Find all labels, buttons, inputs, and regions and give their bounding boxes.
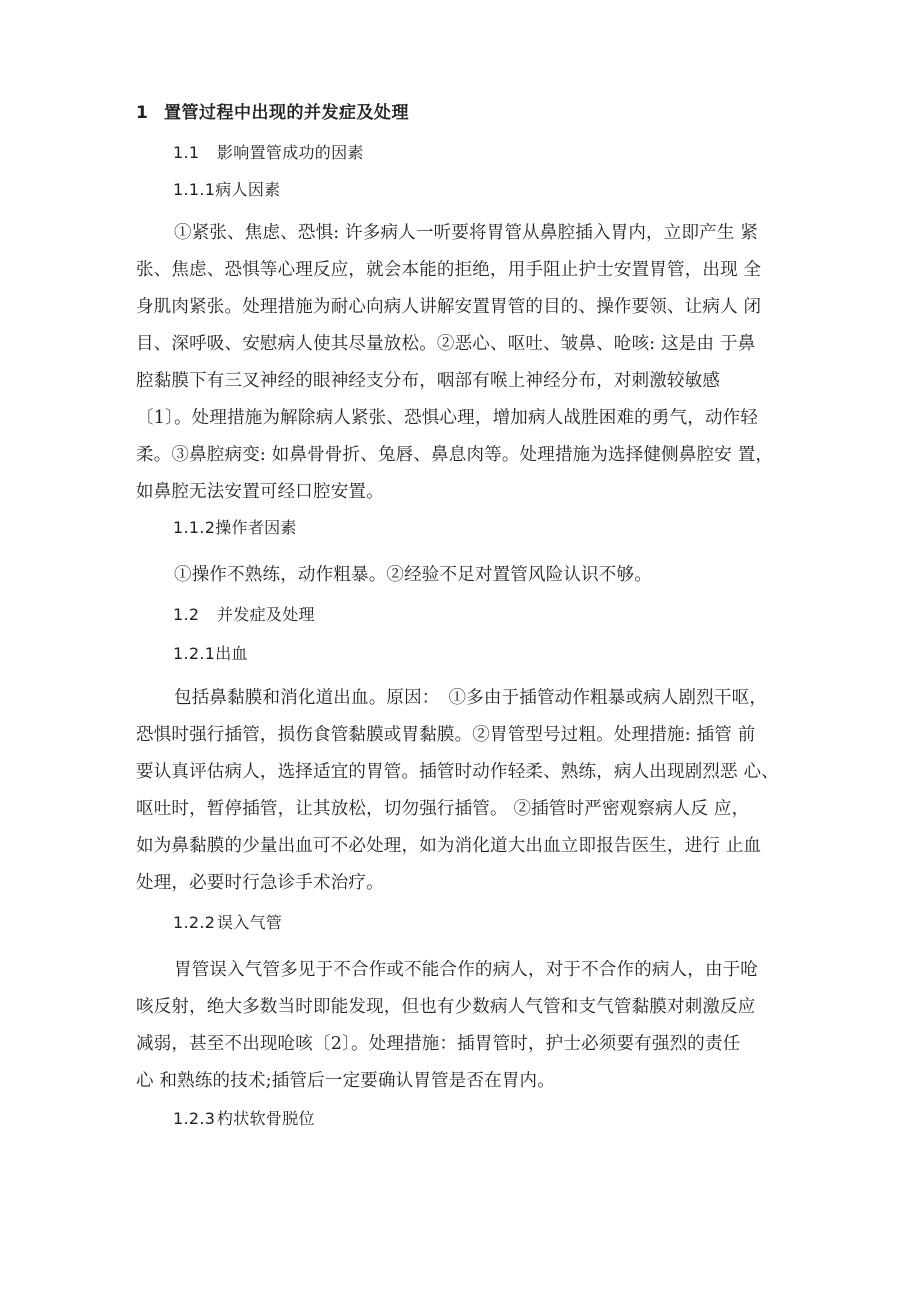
text-line: 目、深呼吸、安慰病人使其尽量放松。②恶心、呕吐、皱鼻、呛咳: 这是由 于鼻: [136, 334, 756, 354]
text-line: 胃管误入气管多见于不合作或不能合作的病人，对于不合作的病人，由于呛: [174, 960, 759, 980]
section-number: 1.2.1: [173, 644, 216, 663]
section-heading-1-2-3: [173, 1106, 315, 1129]
section-heading-1-2-2: [173, 910, 282, 933]
text-line: 张、焦虑、恐惧等心理反应，就会本能的拒绝，用手阻止护士安置胃管，出现 全: [136, 260, 762, 280]
section-title: 置管过程中出现的并发症及处理: [164, 103, 409, 123]
section-heading-1-2: [173, 602, 315, 625]
section-title: 误入气管: [217, 913, 283, 932]
section-heading-1-1: [173, 140, 364, 163]
text-line: 如鼻腔无法安置可经口腔安置。: [136, 482, 384, 502]
text-line: 咳反射，绝大多数当时即能发现，但也有少数病人气管和支气管黏膜对刺激反应: [136, 997, 756, 1017]
section-number: 1: [136, 103, 149, 123]
text-line: ①操作不熟练，动作粗暴。②经验不足对置管风险认识不够。: [174, 565, 652, 585]
paragraph-operator-factors: [136, 557, 796, 594]
section-heading-1: [136, 98, 409, 123]
section-number: 1.1.1: [173, 180, 216, 199]
section-number: 1.2.3: [173, 1109, 216, 1128]
section-title: 出血: [215, 644, 248, 663]
section-title: 影响置管成功的因素: [217, 143, 364, 162]
text-line: 心 和熟练的技术;插管后一定要确认胃管是否在胃内。: [136, 1071, 555, 1091]
text-line: 柔。③鼻腔病变: 如鼻骨骨折、兔唇、鼻息肉等。处理措施为选择健侧鼻腔安 置，: [136, 445, 774, 465]
section-number: 1.2.2: [173, 913, 216, 932]
paragraph-trachea: [136, 952, 796, 1100]
text-line: ①紧张、焦虑、恐惧: 许多病人一听要将胃管从鼻腔插入胃内，立即产生 紧: [174, 223, 759, 243]
text-line: 呕吐时，暂停插管，让其放松，切勿强行插管。 ②插管时严密观察病人反 应，: [136, 799, 750, 819]
section-heading-1-1-2: [173, 515, 297, 538]
text-line: 恐惧时强行插管，损伤食管黏膜或胃黏膜。②胃管型号过粗。处理措施: 插管 前: [136, 725, 756, 745]
text-line: 处理，必要时行急诊手术治疗。: [136, 873, 384, 893]
section-title: 杓状软骨脱位: [217, 1109, 315, 1128]
section-heading-1-1-1: [173, 177, 280, 200]
section-title: 并发症及处理: [217, 605, 315, 624]
section-number: 1.1: [173, 143, 200, 162]
section-title: 病人因素: [215, 180, 281, 199]
text-line: 包括鼻黏膜和消化道出血。原因： ①多由于插管动作粗暴或病人剧烈干呕，: [174, 688, 768, 708]
text-line: 要认真评估病人，选择适宜的胃管。插管时动作轻柔、熟练，病人出现剧烈恶 心、: [136, 762, 779, 782]
section-title: 操作者因素: [215, 518, 297, 537]
section-number: 1.2: [173, 605, 200, 624]
text-line: 腔黏膜下有三叉神经的眼神经支分布，咽部有喉上神经分布，对刺激较敏感: [136, 371, 721, 391]
section-heading-1-2-1: [173, 641, 248, 664]
section-number: 1.1.2: [173, 518, 216, 537]
text-line: 身肌肉紧张。处理措施为耐心向病人讲解安置胃管的目的、操作要领、让病人 闭: [136, 297, 762, 317]
text-line: 如为鼻黏膜的少量出血可不必处理，如为消化道大出血立即报告医生，进行 止血: [136, 836, 762, 856]
text-line: 减弱，甚至不出现呛咳〔2〕。处理措施：插胃管时，护士必须要有强烈的责任: [136, 1034, 741, 1054]
paragraph-bleeding: [136, 680, 796, 902]
paragraph-patient-factors: [136, 215, 796, 511]
text-line: 〔1〕。处理措施为解除病人紧张、恐惧心理，增加病人战胜困难的勇气，动作轻: [136, 408, 759, 428]
